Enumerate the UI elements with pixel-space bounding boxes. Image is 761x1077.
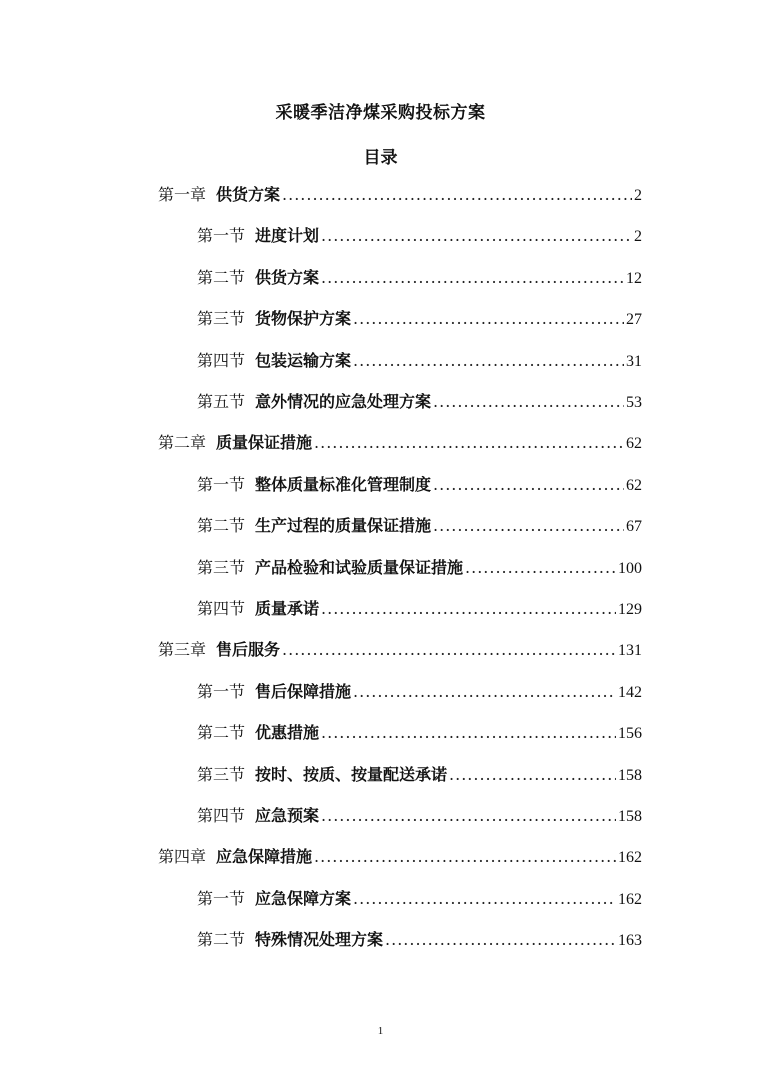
toc-entry-number: 第一节 xyxy=(197,226,246,246)
toc-entry-number: 第二章 xyxy=(158,433,207,453)
toc-entry-number: 第四章 xyxy=(158,847,207,867)
toc-entry-page: 158 xyxy=(618,766,642,784)
toc-entry[interactable] xyxy=(158,182,642,208)
toc-dot-leader xyxy=(449,762,616,788)
toc-entry[interactable] xyxy=(197,348,642,374)
toc-entry-page: 12 xyxy=(626,269,642,287)
toc-entry-number: 第二节 xyxy=(197,516,246,536)
toc-entry[interactable] xyxy=(158,637,642,663)
toc-entry-title: 应急保障措施 xyxy=(216,847,313,867)
toc-entry-page: 162 xyxy=(618,890,642,908)
toc-entry[interactable] xyxy=(197,927,642,953)
toc-entry-title: 特殊情况处理方案 xyxy=(255,930,384,950)
toc-entry-number: 第三章 xyxy=(158,640,207,660)
toc-dot-leader xyxy=(385,927,616,953)
toc-entry[interactable] xyxy=(197,306,642,332)
toc-dot-leader xyxy=(353,679,616,705)
toc-entry-number: 第四节 xyxy=(197,350,246,370)
toc-entry-page: 156 xyxy=(618,725,642,743)
toc-entry-page: 27 xyxy=(626,311,642,329)
document-title: 采暖季洁净煤采购投标方案 xyxy=(275,103,486,123)
toc-entry[interactable] xyxy=(197,886,642,912)
toc-dot-leader xyxy=(433,513,624,539)
toc-entry[interactable] xyxy=(197,223,642,249)
toc-entry-number: 第二节 xyxy=(197,723,246,743)
toc-entry-title: 优惠措施 xyxy=(255,723,320,743)
toc-entry-title: 包装运输方案 xyxy=(255,350,352,370)
toc-entry-title: 按时、按质、按量配送承诺 xyxy=(255,764,448,784)
toc-entry-title: 产品检验和试验质量保证措施 xyxy=(255,557,464,577)
toc-entry[interactable] xyxy=(197,762,642,788)
toc-entry-title: 售后保障措施 xyxy=(255,681,352,701)
toc-entry-page: 2 xyxy=(634,228,642,246)
toc-entry-number: 第一节 xyxy=(197,681,246,701)
toc-entry-number: 第一节 xyxy=(197,474,246,494)
toc-entry-page: 62 xyxy=(626,435,642,453)
toc-entry-number: 第一章 xyxy=(158,185,207,204)
toc-entry-number: 第五节 xyxy=(197,392,246,411)
toc-entry-page: 163 xyxy=(618,932,642,950)
toc-entry-page: 53 xyxy=(626,394,642,411)
toc-entry-page: 31 xyxy=(626,352,642,370)
toc-entry[interactable] xyxy=(197,555,642,581)
toc-entry-number: 第三节 xyxy=(197,557,246,577)
toc-entry-title: 货物保护方案 xyxy=(255,309,352,329)
toc-entry-title: 供货方案 xyxy=(216,185,281,204)
toc-entry[interactable] xyxy=(197,472,642,498)
toc-heading: 目录 xyxy=(363,148,398,168)
toc-entry-title: 应急保障方案 xyxy=(255,888,352,908)
toc-entry[interactable] xyxy=(197,803,642,829)
toc-entry-page: 2 xyxy=(634,187,642,204)
toc-entry-title: 生产过程的质量保证措施 xyxy=(255,516,432,536)
toc-entry-number: 第二节 xyxy=(197,267,246,287)
toc-dot-leader xyxy=(321,596,616,622)
toc-entry-number: 第三节 xyxy=(197,764,246,784)
toc-dot-leader xyxy=(314,430,624,456)
toc-dot-leader xyxy=(353,348,624,374)
toc-dot-leader xyxy=(353,306,624,332)
toc-entry-number: 第三节 xyxy=(197,309,246,329)
toc-entry-title: 售后服务 xyxy=(216,640,281,660)
toc-entry-title: 质量保证措施 xyxy=(216,433,313,453)
toc-dot-leader xyxy=(433,389,624,415)
toc-entry-title: 整体质量标准化管理制度 xyxy=(255,474,432,494)
toc-entry[interactable] xyxy=(197,265,642,291)
toc-entry-title: 供货方案 xyxy=(255,267,320,287)
toc-entry-page: 142 xyxy=(618,683,642,701)
toc-entry[interactable] xyxy=(197,596,642,622)
toc-entry-title: 进度计划 xyxy=(255,226,320,246)
toc-entry[interactable] xyxy=(158,844,642,870)
toc-entry-page: 131 xyxy=(618,642,642,660)
toc-dot-leader xyxy=(353,886,616,912)
toc-entry-title: 意外情况的应急处理方案 xyxy=(255,392,432,411)
toc-entry-title: 质量承诺 xyxy=(255,599,320,618)
toc-entry-page: 158 xyxy=(618,808,642,825)
toc-dot-leader xyxy=(314,844,616,870)
toc-entry[interactable] xyxy=(197,720,642,746)
toc-dot-leader xyxy=(321,720,616,746)
toc-entry-number: 第四节 xyxy=(197,806,246,825)
toc-entry-number: 第四节 xyxy=(197,599,246,618)
toc-entry-page: 67 xyxy=(626,518,642,536)
toc-dot-leader xyxy=(433,472,624,498)
toc-entry[interactable] xyxy=(197,679,642,705)
toc-entry-title: 应急预案 xyxy=(255,806,320,825)
toc-entry-number: 第一节 xyxy=(197,888,246,908)
toc-entry-page: 100 xyxy=(618,559,642,577)
toc-entry[interactable] xyxy=(158,430,642,456)
toc-dot-leader xyxy=(282,637,616,663)
toc-entry-number: 第二节 xyxy=(197,930,246,950)
toc-dot-leader xyxy=(321,223,632,249)
toc-entry-page: 62 xyxy=(626,476,642,494)
toc-dot-leader xyxy=(321,265,624,291)
toc-entry-page: 162 xyxy=(618,849,642,867)
toc-dot-leader xyxy=(465,555,616,581)
toc-entry[interactable] xyxy=(197,389,642,415)
toc-entry-page: 129 xyxy=(618,601,642,618)
page-number: 1 xyxy=(377,1025,384,1037)
toc-dot-leader xyxy=(321,803,616,829)
toc-entry[interactable] xyxy=(197,513,642,539)
toc-dot-leader xyxy=(282,182,632,208)
